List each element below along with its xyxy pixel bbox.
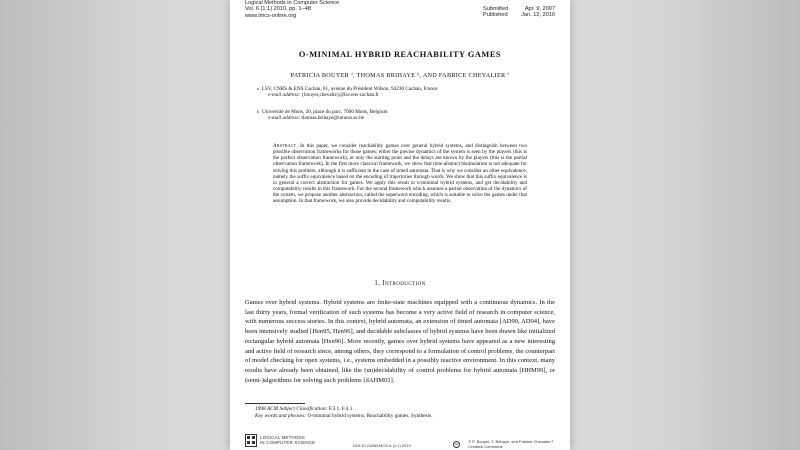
section-number: 1. bbox=[374, 280, 381, 287]
license-text[interactable]: Creative Commons bbox=[468, 444, 503, 449]
paper-title: O-MINIMAL HYBRID REACHABILITY GAMES bbox=[298, 50, 502, 59]
abstract bbox=[273, 143, 527, 205]
lmcs-logo-text bbox=[260, 435, 315, 445]
creative-commons-icon: cc bbox=[454, 442, 459, 446]
copyright-notice bbox=[468, 439, 553, 449]
affiliation-mark: b bbox=[257, 109, 259, 114]
abstract-label: Abstract. bbox=[273, 143, 298, 149]
affiliation-address: LSV, CNRS & ENS Cachan, 61, avenue du Président Wilson, 94230 Cachan, France bbox=[261, 86, 438, 92]
doi[interactable]: DOI:10.2168/LMCS-6 (1:1) 2010 bbox=[353, 443, 411, 448]
email-address[interactable]: {bouyer,chevalie}@lsv.ens-cachan.fr bbox=[301, 92, 379, 99]
published-label: Published bbox=[483, 12, 508, 19]
email-address[interactable]: thomas.brihaye@umons.ac.be bbox=[301, 115, 365, 122]
submitted-date: Apr. 9, 2007 bbox=[524, 6, 555, 12]
journal-url[interactable]: www.lmcs-online.org bbox=[245, 12, 297, 19]
logo-line-2: IN COMPUTER SCIENCE bbox=[260, 440, 316, 445]
footnotes bbox=[255, 406, 555, 420]
section-heading bbox=[245, 280, 555, 287]
keywords-label: Key words and phrases: bbox=[255, 413, 307, 420]
submission-dates bbox=[483, 6, 555, 19]
published-date: Jan. 12, 2010 bbox=[521, 12, 555, 19]
affiliation-address: Université de Mons, 20, place du parc, 7000 Mons, Belgium bbox=[262, 109, 388, 115]
affiliation-b bbox=[257, 109, 555, 122]
acm-classification-label: 1998 ACM Subject Classification: bbox=[255, 406, 328, 412]
lmcs-logo-icon bbox=[245, 434, 257, 447]
section-title: Introduction bbox=[382, 280, 426, 287]
keywords-value: O-minimal hybrid systems, Reachability games, Synthesis. bbox=[307, 413, 433, 420]
copyright-text: © P. Bouyer, T. Brihaye, and Fabrice Chevalier ª bbox=[468, 439, 553, 444]
email-label: e-mail address: bbox=[268, 115, 301, 122]
submitted-label: Submitted bbox=[483, 6, 509, 12]
journal-name: Logical Methods in Computer Science bbox=[245, 0, 340, 6]
intro-paragraph: Games over hybrid systems. Hybrid systems are finite-state machines equipped with a continuous dynamics. In the last thirty years, formal verification of such systems has become a very active field of research in computer science, with numerous success stories. In this context, hybrid automata, an extension of timed automata [AD90, AD94], have been intensively studied [Hen95, Hen96], and decidable subclasses of hybrid systems have been drawn like initialized rectangular hybrid automata [Hen96]. More recently, games over hybrid systems have appeared as a new interesting and active field of research since, among others, they correspond to a formulation of control problems, the counterpart of model checking for open systems, i.e., systems embedded in a possibly reactive environment. In this context, many results have already been obtained, like the (un)decidability of control problems for hybrid automata [HHM99], or (semi-)algorithms for solving such problems [dAHM01]. bbox=[245, 299, 555, 384]
affiliation-mark: a bbox=[257, 86, 259, 91]
abstract-text: In this paper, we consider reachability games over general hybrid systems, and distinguish between two possible observation frameworks for those games: either the precise dynamics of the system is seen by the players (this is the perfect observation framework), or only the starting point and the delays are known by the players (this is the partial observation framework). In the first more classical framework, we show that time-abstract bisimulation is not adequate for solving this problem, although it is sufficient in the case of timed automata. That is why we consider an other equivalence, namely the suffix equivalence based on the encoding of trajectories through words. We show that this suffix equivalence is in general a correct abstraction for games. We apply this result to o-minimal hybrid systems, and get decidability and computability results in this framework. For the second framework which assumes a partial observation of the dynamics of the system, we propose another abstraction, called the superword encoding, which is suitable to solve the games under that assumption. In that framework, we also provide decidability and computability results. bbox=[273, 143, 527, 205]
page-footer bbox=[245, 431, 555, 449]
paper-authors: PATRICIA BOUYER ª, THOMAS BRIHAYE ᵇ, AND FABRICE CHEVALIER ª bbox=[290, 72, 510, 79]
footnote-rule bbox=[245, 403, 305, 404]
journal-header bbox=[245, 0, 339, 19]
affiliation-a bbox=[257, 86, 555, 99]
paper-page bbox=[230, 0, 570, 450]
journal-volume: Vol. 6 (1:1) 2010, pp. 1–48 bbox=[245, 6, 311, 13]
email-label: e-mail address: bbox=[268, 92, 301, 99]
logo-line-1: LOGICAL METHODS bbox=[260, 435, 306, 440]
acm-classification-value: F.3.1, F.4.1. bbox=[328, 406, 354, 412]
